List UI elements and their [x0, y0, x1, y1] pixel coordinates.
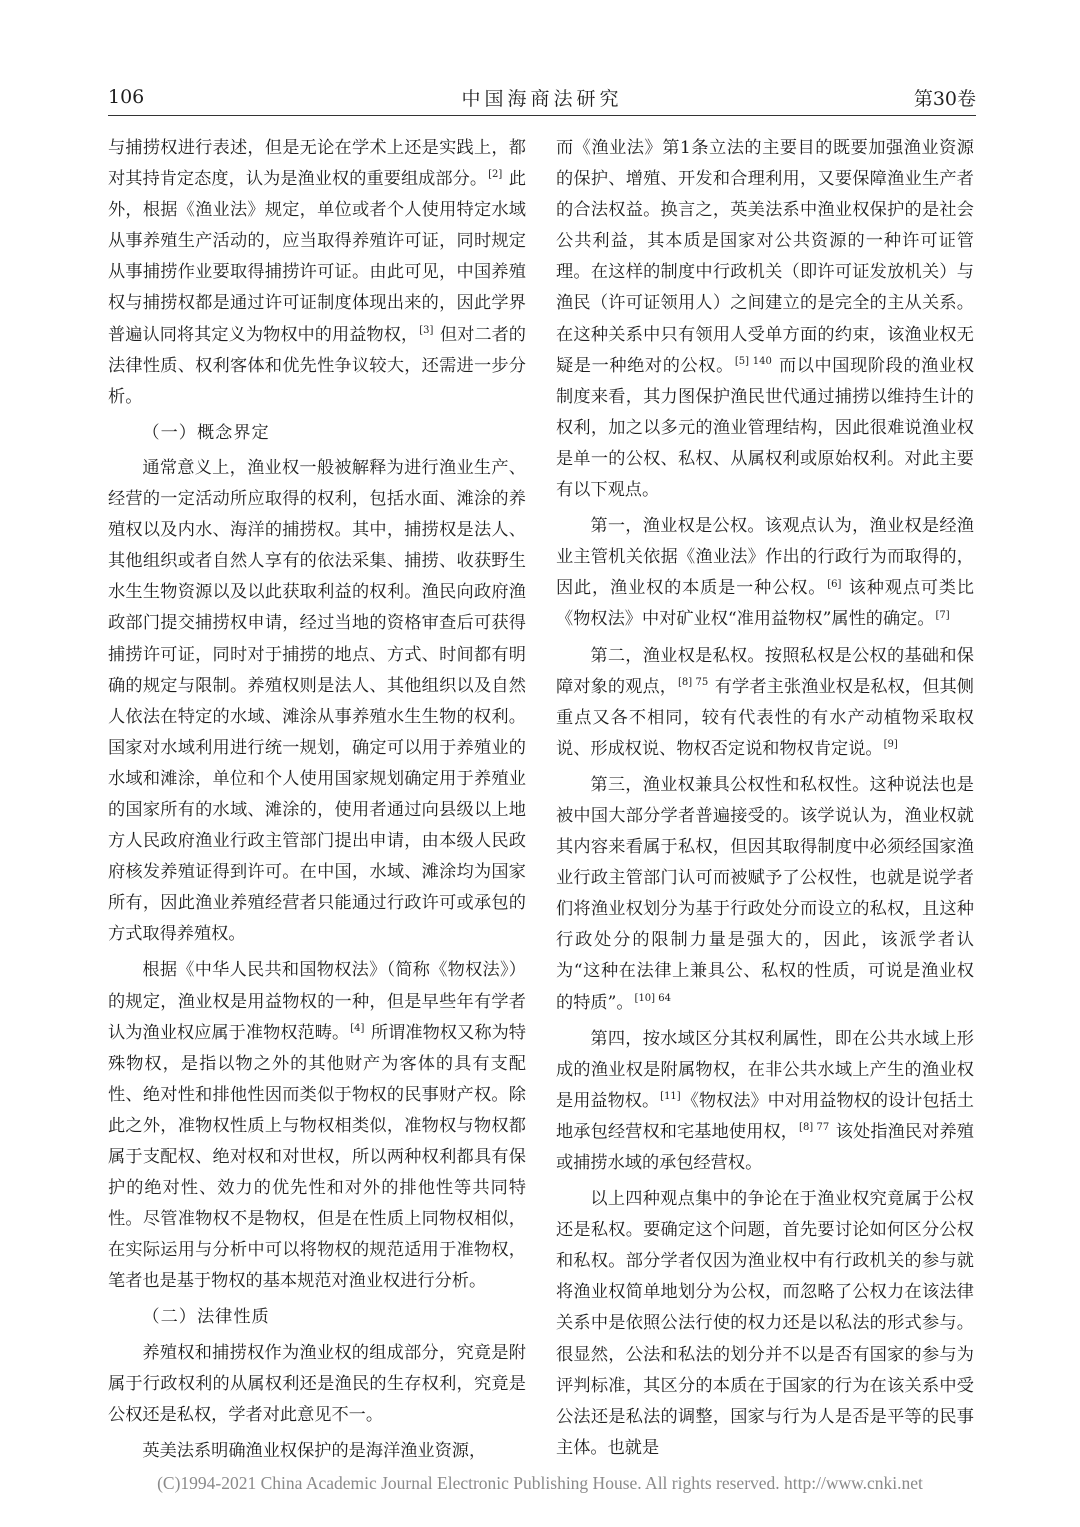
- citation: [4]: [350, 1022, 365, 1034]
- paragraph: 而《渔业法》第1条立法的主要目的既要加强渔业资源的保护、增殖、开发和合理利用，又要保障渔业生产者的合法权益。换言之，英美法系中渔业权保护的是社会公共利益，其本质是国家对公共资源的一种许可证管理。在这样的制度中行政机关（即许可证发放机关）与渔民（许可证领用人）之间建立的是完全的主从关系。在这种关系中只有领用人受单方面的约束，该渔业权无疑是一种绝对的公权。$^{[5] 140}$ 而以中国现阶段的渔业权制度来看，其力图保护渔民世代通过捕捞以维持生计的权利，加之以多元的渔业管理结构，因此很难说渔业权是单一的公权、私权、从属权利或原始权利。对此主要有以下观点。: [556, 138, 974, 501]
- right-column: [556, 133, 974, 1469]
- volume-label: 第30卷: [913, 87, 976, 110]
- page-number: 106: [108, 86, 145, 108]
- journal-title: 中国海商法研究: [461, 87, 623, 110]
- citation: [10] 64: [634, 992, 671, 1004]
- paragraph: 根据《中华人民共和国物权法》（简称《物权法》）的规定，渔业权是用益物权的一种，但是早些年有学者认为渔业权应属于准物权范畴。[4] 所谓准物权又称为特殊物权，是指以物之外的其他财产为客体的具有支配性、绝对性和排他性因而类似于物权的民事财产权。除此之外，准物权性质上与物权相类似，准物权与物权都属于支配权、绝对权和对世权，所以两种权利都具有保护的绝对性、效力的优先性和对外的排他性等共同特性。尽管准物权不是物权，但是在性质上同物权相似，在实际运用与分析中可以将物权的规范适用于准物权，笔者也是基于物权的基本规范对渔业权进行分析。: [108, 960, 526, 1292]
- citation: [7]: [935, 609, 950, 621]
- paragraph: 第四，按水域区分其权利属性，即在公共水域上形成的渔业权是附属物权，在非公共水域上产生的渔业权是用益物权。[11]《物权法》中对用益物权的设计包括土地承包经营权和宅基地使用权，$^{[8] 77}$ 该处指渔民对养殖或捕捞水域的承包经营权。: [556, 1028, 974, 1173]
- citation: [3]: [419, 324, 434, 336]
- left-column: [108, 133, 526, 1472]
- section-heading: （一）概念界定: [142, 422, 270, 443]
- citation: [6]: [827, 578, 842, 590]
- citation: [5] 140: [734, 355, 772, 367]
- citation: [9]: [883, 739, 898, 751]
- paragraph: 养殖权和捕捞权作为渔业权的组成部分，究竟是附属于行政权利的从属权利还是渔民的生存权利，究竟是公权还是私权，学者对此意见不一。: [108, 1342, 526, 1425]
- citation: [2]: [488, 169, 503, 181]
- paragraph: 英美法系明确渔业权保护的是海洋渔业资源，: [142, 1440, 487, 1461]
- paragraph: 以上四种观点集中的争论在于渔业权究竟属于公权还是私权。要确定这个问题，首先要讨论如何区分公权和私权。部分学者仅因为渔业权中有行政机关的参与就将渔业权简单地划分为公权，而忽略了公权力在该法律关系中是依照公法行使的权力还是以私法的形式参与。很显然，公法和私法的划分并不以是否有国家的参与为评判标准，其区分的本质在于国家的行为在该关系中受公法还是私法的调整，国家与行为人是否是平等的民事主体。也就是: [556, 1189, 974, 1458]
- citation: [8] 77: [799, 1122, 830, 1134]
- paragraph: 与捕捞权进行表述，但是无论在学术上还是实践上，都对其持肯定态度，认为是渔业权的重要组成部分。[2] 此外，根据《渔业法》规定，单位或者个人使用特定水域从事养殖生产活动的，应当取得养殖许可证，同时规定从事捕捞作业要取得捕捞许可证。由此可见，中国养殖权与捕捞权都是通过许可证制度体现出来的，因此学界普遍认同将其定义为物权中的用益物权，[3] 但对二者的法律性质、权利客体和优先性争议较大，还需进一步分析。: [108, 138, 526, 407]
- header-rule: [108, 115, 976, 116]
- running-header: [108, 80, 976, 114]
- citation: [8] 75: [678, 676, 709, 688]
- citation: [11]: [660, 1091, 681, 1103]
- paragraph: 第一，渔业权是公权。该观点认为，渔业权是经渔业主管机关依据《渔业法》作出的行政行为而取得的，因此，渔业权的本质是一种公权。[6] 该种观点可类比《物权法》中对矿业权“准用益物权”属性的确定。[7]: [556, 516, 974, 630]
- section-heading: （二）法律性质: [142, 1307, 270, 1328]
- paragraph: 第三，渔业权兼具公权性和私权性。这种说法也是被中国大部分学者普遍接受的。该学说认为，渔业权就其内容来看属于私权，但因其取得制度中必须经国家渔业行政主管部门认可而被赋予了公权性，也就是说学者们将渔业权划分为基于行政处分而设立的私权，且这种行政处分的限制力量是强大的，因此，该派学者认为“这种在法律上兼具公、私权的性质，可说是渔业权的特质”。$^{[10] 64}$: [556, 774, 974, 1013]
- paragraph: 通常意义上，渔业权一般被解释为进行渔业生产、经营的一定活动所应取得的权利，包括水面、滩涂的养殖权以及内水、海洋的捕捞权。其中，捕捞权是法人、其他组织或者自然人享有的依法采集、捕捞、收获野生水生生物资源以及以此获取利益的权利。渔民向政府渔政部门提交捕捞权申请，经过当地的资格审查后可获得捕捞许可证，同时对于捕捞的地点、方式、时间都有明确的规定与限制。养殖权则是法人、其他组织以及自然人依法在特定的水域、滩涂从事养殖水生生物的权利。国家对水域利用进行统一规划，确定可以用于养殖业的水域和滩涂，单位和个人使用国家规划确定用于养殖业的国家所有的水域、滩涂的，使用者通过向县级以上地方人民政府渔业行政主管部门提出申请，由本级人民政府核发养殖证得到许可。在中国，水域、滩涂均为国家所有，因此渔业养殖经营者只能通过行政许可或承包的方式取得养殖权。: [108, 457, 526, 945]
- copyright-footer: (C)1994-2021 China Academic Journal Electronic Publishing House. All rights reserved. http://www.cnki.net: [157, 1473, 923, 1493]
- paragraph: 第二，渔业权是私权。按照私权是公权的基础和保障对象的观点，$^{[8] 75}$ 有学者主张渔业权是私权，但其侧重点又各不相同，较有代表性的有水产动植物采取权说、形成权说、物权否定说和物权肯定说。[9]: [556, 645, 974, 759]
